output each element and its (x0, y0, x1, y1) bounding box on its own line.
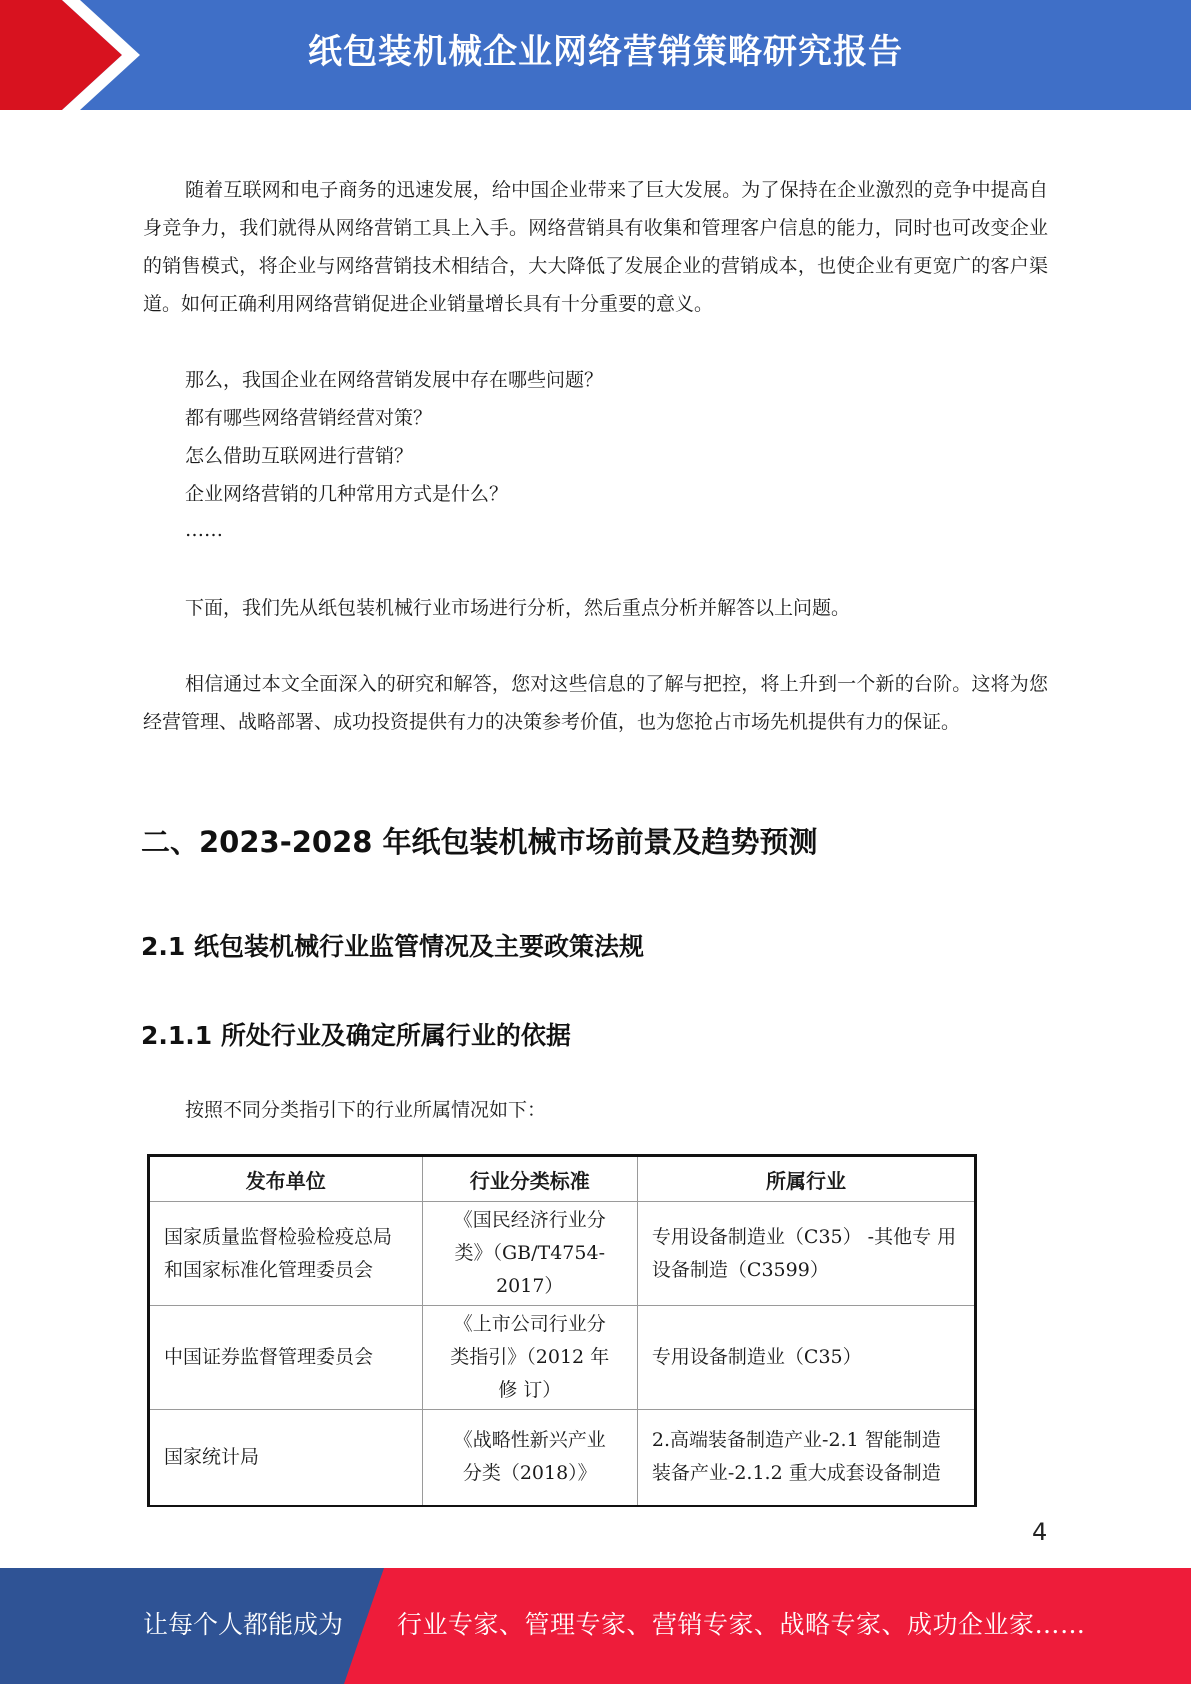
table-lead-text: 按照不同分类指引下的行业所属情况如下： (185, 1099, 547, 1121)
intro-paragraph: 随着互联网和电子商务的迅速发展，给中国企业带来了巨大发展。为了保持在企业激烈的竞争中提高自身竞争力，我们就得从网络营销工具上入手。网络营销具有收集和管理客户信息的能力，同时也可改变企业的销售模式，将企业与网络营销技术相结合，大大降低了发展企业的营销成本，也使企业有更宽广的客户渠道。如何正确利用网络营销促进企业销量增长具有十分重要的意义。 (143, 179, 1048, 315)
table-header-cell: 发布单位 (149, 1156, 423, 1202)
sub-subsection-heading: 2.1.1 所处行业及确定所属行业的依据 (141, 1021, 571, 1050)
industry-cell: 专用设备制造业（C35） -其他专 用设备制造（C3599） (637, 1202, 975, 1306)
footer-slogan-left: 让每个人都能成为 (143, 1610, 344, 1639)
table-header-cell: 行业分类标准 (422, 1156, 637, 1202)
question-line: 都有哪些网络营销经营对策？ (185, 407, 433, 429)
footer-banner (0, 1568, 1191, 1684)
standard-cell: 《国民经济行业分类》（GB/T4754-2017） (422, 1202, 637, 1306)
table-row (149, 1410, 976, 1506)
publisher-cell: 国家统计局 (149, 1410, 423, 1506)
table-header-cell: 所属行业 (637, 1156, 975, 1202)
report-title: 纸包装机械企业网络营销策略研究报告 (308, 32, 903, 72)
header-banner (0, 0, 1191, 110)
closing-paragraph: 相信通过本文全面深入的研究和解答，您对这些信息的了解与把控，将上升到一个新的台阶。这将为您经营管理、战略部署、成功投资提供有力的决策参考价值，也为您抢占市场先机提供有力的保证。 (143, 673, 1048, 733)
page-number: 4 (1032, 1518, 1048, 1546)
next-paragraph: 下面，我们先从纸包装机械行业市场进行分析，然后重点分析并解答以上问题。 (185, 597, 851, 619)
industry-cell: 专用设备制造业（C35） (637, 1306, 975, 1410)
publisher-cell: 国家质量监督检验检疫总局和国家标准化管理委员会 (149, 1202, 423, 1306)
question-line: 企业网络营销的几种常用方式是什么？ (185, 483, 509, 505)
section-heading: 二、2023-2028 年纸包装机械市场前景及趋势预测 (141, 825, 818, 859)
industry-classification-table (147, 1154, 977, 1507)
publisher-cell: 中国证券监督管理委员会 (149, 1306, 423, 1410)
table-row (149, 1202, 976, 1306)
standard-cell: 《战略性新兴产业分类（2018）》 (422, 1410, 637, 1506)
ellipsis-line: …… (185, 519, 223, 541)
standard-cell: 《上市公司行业分类指引》（2012 年修 订） (422, 1306, 637, 1410)
table-row (149, 1306, 976, 1410)
question-line: 那么，我国企业在网络营销发展中存在哪些问题？ (185, 369, 604, 391)
footer-slogan-right: 行业专家、管理专家、营销专家、战略专家、成功企业家…… (397, 1610, 1086, 1639)
subsection-heading: 2.1 纸包装机械行业监管情况及主要政策法规 (141, 932, 644, 961)
question-line: 怎么借助互联网进行营销？ (185, 445, 414, 467)
table-header-row (149, 1156, 976, 1202)
industry-cell: 2.高端装备制造产业-2.1 智能制造 装备产业-2.1.2 重大成套设备制造 (637, 1410, 975, 1506)
